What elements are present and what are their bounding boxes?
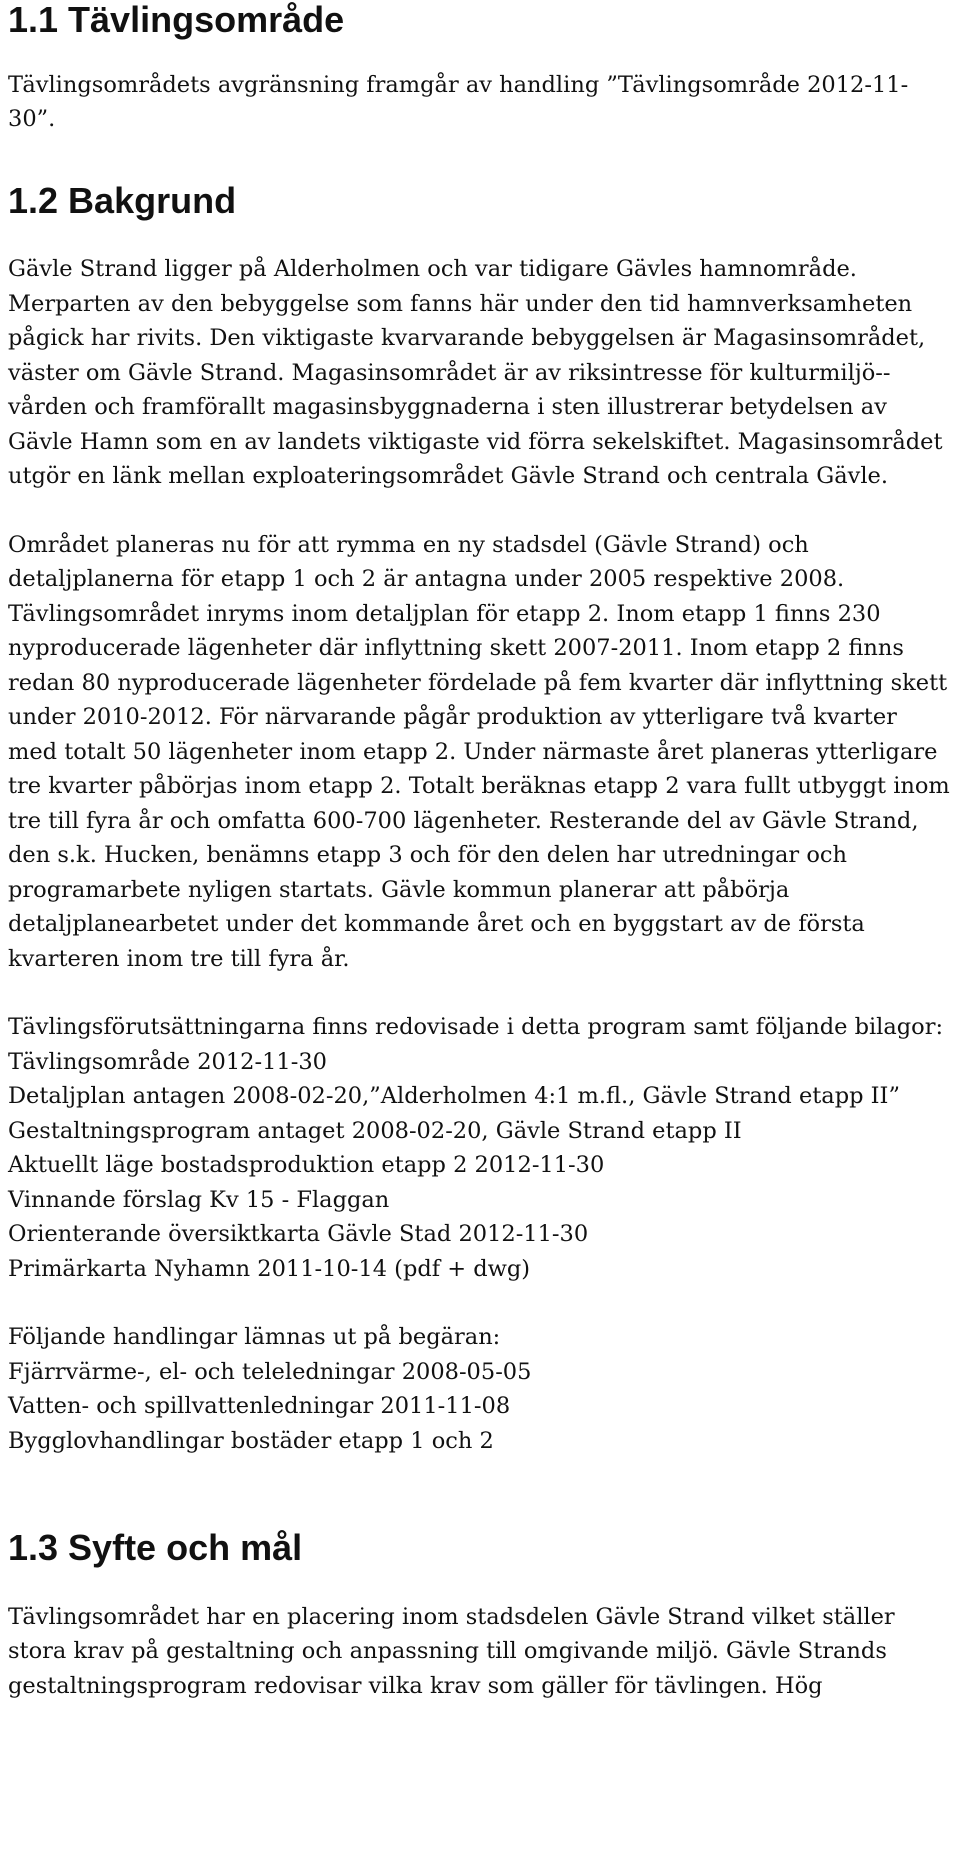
paragraph-bakgrund-history: Gävle Strand ligger på Alderholmen och var tidigare Gävles hamnområde. Merparten av den bebyggelse som fanns här under den tid hamnverksamheten pågick har rivits. Den viktigaste kvarvarande bebyggelsen är Magasinsområdet, väster om Gävle Strand. Magasinsområdet är av riksintresse för kulturmiljö--vården och framförallt magasinsbyggnaderna i sten illustrerar betydelsen av Gävle Hamn som en av landets viktigaste vid förra sekelskiftet. Magasinsområdet utgör en länk mellan exploateringsområdet Gävle Strand och centrala Gävle. — [8, 256, 943, 490]
on-request-item: Fjärrvärme-, el- och teleledningar 2008-05-05 — [8, 1358, 532, 1385]
paragraph-attachments-intro: Tävlingsförutsättningarna finns redovisade i detta program samt följande bilagor: — [8, 1014, 944, 1041]
paragraph-syfte: Tävlingsområdet har en placering inom stadsdelen Gävle Strand vilket ställer stora krav på gestaltning och anpassning till omgivande miljö. Gävle Strands gestaltningsprogram redovisar vilka krav som gäller för tävlingen. Hög — [8, 1603, 895, 1699]
attachment-item: Detaljplan antagen 2008-02-20,”Alderholmen 4:1 m.fl., Gävle Strand etapp II” — [8, 1083, 900, 1110]
attachment-item: Vinnande förslag Kv 15 - Flaggan — [8, 1186, 390, 1213]
paragraph-bakgrund-planning: Området planeras nu för att rymma en ny stadsdel (Gävle Strand) och detaljplanerna för etapp 1 och 2 är antagna under 2005 respektive 2008. Tävlingsområdet inryms inom detaljplan för etapp 2. Inom etapp 1 finns 230 nyproducerade lägenheter där inflyttning skett 2007-2011. Inom etapp 2 finns redan 80 nyproducerade lägenheter fördelade på fem kvarter där inflyttning skett under 2010-2012. För närvarande pågår produktion av ytterligare två kvarter med totalt 50 lägenheter inom etapp 2. Under närmaste året planeras ytterligare tre kvarter påbörjas inom etapp 2. Totalt beräknas etapp 2 vara fullt utbyggt inom tre till fyra år och omfatta 600-700 lägenheter. Resterande del av Gävle Strand, den s.k. Hucken, benämns etapp 3 och för den delen har utredningar och programarbete nyligen startats. Gävle kommun planerar att påbörja detaljplanearbetet under det kommande året och en byggstart av de första kvarteren inom tre till fyra år. — [8, 531, 950, 972]
attachment-item: Tävlingsområde 2012-11-30 — [8, 1048, 327, 1075]
on-request-list — [8, 1320, 952, 1458]
on-request-intro: Följande handlingar lämnas ut på begäran: — [8, 1324, 501, 1351]
attachment-item: Gestaltningsprogram antaget 2008-02-20, Gävle Strand etapp II — [8, 1117, 742, 1144]
attachment-item: Primärkarta Nyhamn 2011-10-14 (pdf + dwg) — [8, 1255, 531, 1282]
section-heading-syfte-och-mal: 1.3 Syfte och mål — [8, 1527, 303, 1569]
paragraph-tavlingsomrade: Tävlingsområdets avgränsning framgår av handling ”Tävlingsområde 2012-11-30”. — [8, 71, 909, 133]
on-request-item: Vatten- och spillvattenledningar 2011-11-08 — [8, 1393, 511, 1420]
attachment-list — [8, 1045, 952, 1287]
section-heading-tavlingsomrade: 1.1 Tävlingsområde — [8, 0, 345, 40]
on-request-item: Bygglovhandlingar bostäder etapp 1 och 2 — [8, 1427, 494, 1454]
attachment-item: Aktuellt läge bostadsproduktion etapp 2 2012-11-30 — [8, 1152, 605, 1179]
attachment-item: Orienterande översiktkarta Gävle Stad 2012-11-30 — [8, 1221, 589, 1248]
section-heading-bakgrund: 1.2 Bakgrund — [8, 179, 237, 221]
